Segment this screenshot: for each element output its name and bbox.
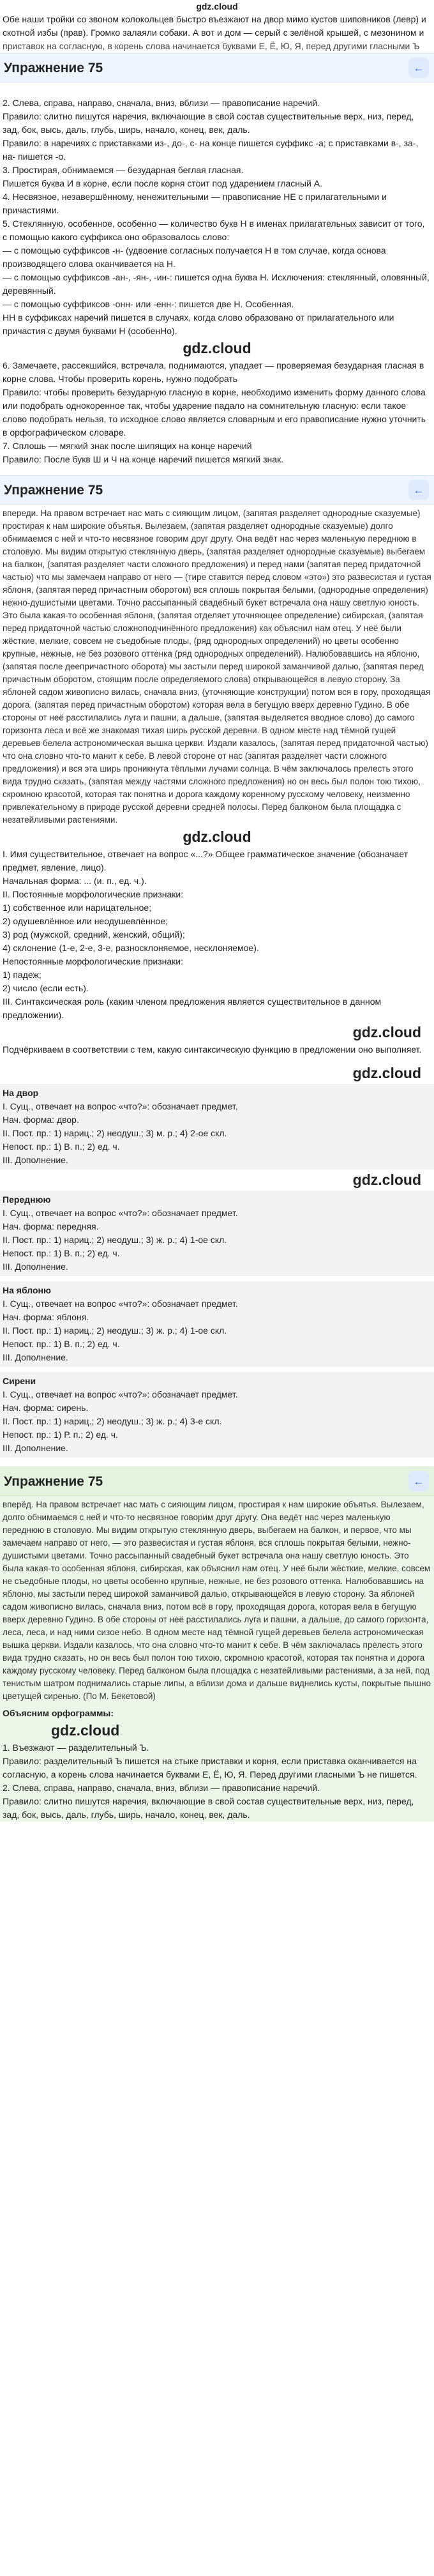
entry-0	[0, 1084, 434, 1170]
entry-head: На яблоню	[3, 1285, 51, 1295]
entry-line: I. Сущ., отвечает на вопрос «что?»: обозначает предмет.	[3, 1101, 238, 1111]
entry-1	[0, 1191, 434, 1276]
item-12: Правило: чтобы проверить безударную гласную в корне, необходимо изменить форму данного слова или подобрать однокоренное так, чтобы ударение падало на сомнительную гласную: если такое слово подобрать нельзя, то исходное слово является словарным и его правописание нужно уточнить в орфографическом словаре.	[3, 387, 426, 438]
exercise-title: Упражнение 75	[4, 60, 103, 75]
morph-line-5: 4) склонение (1-е, 2-е, 3-е, разносклоняемое, несклоняемое).	[3, 943, 259, 953]
entry-line: I. Сущ., отвечает на вопрос «что?»: обозначает предмет.	[3, 1299, 238, 1309]
entry-line: Нач. форма: двор.	[3, 1115, 79, 1125]
entry-line: III. Дополнение.	[3, 1443, 68, 1453]
block-2	[0, 475, 434, 1458]
morph-intro: I. Имя существительное, отвечает на вопрос «...?» Общее грамматическое значение (обозначает предмет, явление, лицо).	[3, 849, 408, 873]
explain-1: Правило: разделительный Ъ пишется на стыке приставки и корня, если приставка оканчивается на согласную, а корень слова начинается буквами Е, Ё, Ю, Я. Перед другими гласными Ъ не пишется.	[3, 1756, 417, 1780]
exercise-header	[0, 53, 434, 82]
morph-line-10: Подчёркиваем в соответствии с тем, какую синтаксическую функцию в предложении оно выполняет.	[3, 1044, 422, 1055]
item-11: 6. Замечаете, рассекшийся, встречала, поднимаются, упадает — проверяемая безударная гласная в корне слова. Чтобы проверить корень, нужно подобрать	[3, 360, 424, 384]
entry-line: Непост. пр.: 1) В. п.; 2) ед. ч.	[3, 1339, 120, 1349]
rule-line: приставок на согласную, в корень слова начинается буквами Е, Ё, Ю, Я, перед другими гласными Ъ	[3, 41, 420, 51]
item-13: 7. Сплошь — мягкий знак после шипящих на конце наречий	[3, 441, 252, 451]
back-button[interactable]	[408, 1471, 429, 1491]
morph-line-1: II. Постоянные морфологические признаки:	[3, 889, 184, 899]
top-watermark: gdz.cloud	[196, 1, 238, 11]
morph-line-9: III. Синтаксическая роль (каким членом предложения является существительное в данном предложении).	[3, 996, 382, 1020]
entry-head: Переднюю	[3, 1194, 51, 1205]
item-1: Правило: слитно пишутся наречия, включающие в свой состав существительные верх, низ, перед, зад, бок, высь, даль, глубь, ширь, начало, конец, век, даль.	[3, 111, 414, 135]
entry-line: I. Сущ., отвечает на вопрос «что?»: обозначает предмет.	[3, 1389, 238, 1399]
item-14: Правило: После букв Ш и Ч на конце наречий пишется мягкий знак.	[3, 454, 284, 464]
arrow-left-icon: ←	[413, 484, 424, 496]
explain-title: Объясним орфограммы:	[3, 1708, 114, 1718]
morph-line-0: Начальная форма: ... (и. п., ед. ч.).	[3, 876, 147, 886]
item-6: 5. Стеклянную, особенное, особенно — количество букв Н в именах прилагательных зависит от того, с помощью какого суффикса оно образовалось слово:	[3, 218, 425, 242]
watermark-mid: gdz.cloud	[352, 1024, 421, 1040]
morph-line-6: Непостоянные морфологические признаки:	[3, 956, 183, 966]
entry-line: Нач. форма: яблоня.	[3, 1312, 89, 1322]
item-0: 2. Слева, справа, направо, сначала, вниз, вблизи — правописание наречий.	[3, 98, 320, 108]
morph-line-3: 2) одушевлённое или неодушевлённое;	[3, 916, 168, 926]
entry-line: III. Дополнение.	[3, 1352, 68, 1362]
entry-line: II. Пост. пр.: 1) нариц.; 2) неодуш.; 3) ж. р.; 4) 3-е скл.	[3, 1416, 222, 1426]
morph-line-4: 3) род (мужской, средний, женский, общий);	[3, 929, 185, 940]
watermark-mid: gdz.cloud	[183, 828, 251, 845]
exercise-header	[0, 1467, 434, 1496]
entry-line: Нач. форма: передняя.	[3, 1221, 99, 1231]
entry-head: На двор	[3, 1088, 39, 1098]
exercise-paragraph: вперёд. На правом встречает нас мать с сияющим лицом, простирая к нам широкие объятья. Вылезаем, долго обнимаемся с ней и что-то несвязное говорим друг другу. Она ведёт нас через маленькую переднюю в столовую. Мы видим открытую стеклянную дверь, выбегаем на балкон, и первое, что мы замечаем направо от него, — это развесистая и густая яблоня, вся сплошь покрытая белыми, нежно-душистыми цветами. Точно рассыпанный свадебный букет встречала она нашу светлую юность. Это была какая-то особенная яблоня, сибирская, как объяснил нам отец. У неё были жёсткие, мелкие, совсем не съедобные плоды, но цветы особенно крупные, нежные, не без розового оттенка. Налюбовавшись на яблоню, мы застыли перед широкой заманчивой далью, открывающейся в левую сторону. За яблоней садом живописно вилась, сначала вниз, потом всё в гору, проходящая дорога, которая вела в бегущую вверх деревню Гудино. В обе стороны от неё расстилались луга и пашни, а дальше, до самого горизонта, леса, леса, и над ними сизое небо. В одном месте над тёмной гущей деревьев белела астрономическая вышка церкви. Издали казалось, что она словно что-то манит к себе. В чём заключалась прелесть этого вида трудно сказать, но он весь был полон тою тихою, скромною красотой, которая так понятна и дорога каждому русскому человеку. Перед балконом была площадка с незатейливыми растениями, а за ней, под тенистым шатром поднимались старые липы, а вблизи дома и дальше виднелись кусты, покрытые пышно цветущей сиренью. (По М. Бекетовой)	[3, 1500, 431, 1701]
block-1	[0, 13, 434, 466]
explain-2: 2. Слева, справа, направо, сначала, вниз, вблизи — правописание наречий.	[3, 1783, 320, 1793]
arrow-left-icon: ←	[413, 61, 424, 74]
explain-0: 1. Въезжают — разделительный Ъ.	[3, 1742, 149, 1753]
exercise-title: Упражнение 75	[4, 1474, 103, 1489]
entry-line: III. Дополнение.	[3, 1261, 68, 1272]
annotated-paragraph: впереди. На правом встречает нас мать с сияющим лицом, (запятая разделяет однородные сказуемые) простирая к нам широкие объятья. Вылезаем, (запятая разделяет однородные сказуемые) долго обнимаемся с ней и что-то несвязное говорим друг другу. Она ведёт нас через маленькую переднюю в столовую. Мы видим открытую стеклянную дверь, (запятая разделяет однородные сказуемые) выбегаем на балкон, (запятая разделяет части сложного предложения) и перед нами (запятая перед придаточной частью) что мы замечаем направо от него — (тире ставится перед словом «это») это развесистая и густая яблоня, (запятая перед причастным оборотом) вся сплошь покрытая белыми, (однородные определения) нежно-душистыми цветами. Точно рассыпанный свадебный букет встречала она нашу светлую юность. Это была какая-то особенная яблоня, (запятая отделяет уточняющее определение) сибирская, (запятая перед придаточной частью сложноподчинённого предложения) как объяснил нам отец. У неё были жёсткие, мелкие, совсем не съедобные плоды, (ряд однородных определений) но цветы особенно крупные, нежные, не без розового оттенка (ряд однородных определений). Налюбовавшись на яблоню, (запятая после деепричастного оборота) мы застыли перед широкой заманчивой далью, (запятая перед причастным оборотом, стоящим после определяемого слова) открывающейся в левую сторону. За яблоней садом живописно вилась, сначала вниз, (уточняющие конструкции) потом вся в гору, проходящая дорога, (запятая перед причастным оборотом) которая вела в бегущую вверх деревню Гудино. В обе стороны от неё расстилались луга и пашни, а дальше, (запятая выделяется вводное слово) до самого горизонта леса и всё же знакомая тихая ширь русской деревни. В одном месте над тёмной гущей деревьев белела астрономическая вышка церкви. Издали казалось, (запятая перед придаточной частью) что она словно что-то манит к себе. В левой стороне от нас (запятая разделяет части сложного предложения) и вся эта ширь проникнута тёплыми лучами солнца. В чём заключалось прелесть этого вида трудно сказать, (запятая между частями сложного предложения) но он весь был полон тою тихою, скромною красотой, которая так понятна и дорога каждому коренному русскому человеку, неизменно привлекательному в природе русской деревни средней полосы. Перед балконом была площадка с незатейливыми растениями.	[3, 508, 431, 825]
intro-text: Обе наши тройки со звоном колокольцев быстро въезжают на двор мимо кустов шиповников (левр) и скотной избы (прав). Громко залаяли собаки. А вот и дом — серый с зелёной крышей, с мезонином и	[3, 14, 426, 38]
exercise-header	[0, 475, 434, 505]
item-5: 4. Несвязное, незавершённому, ненежительными — правописание НЕ с прилагательными и причастиями.	[3, 192, 387, 215]
watermark-mid: gdz.cloud	[352, 1171, 421, 1188]
explain-3: Правило: слитно пишутся наречия, включающие в свой состав существительные верх, низ, перед, зад, бок, высь, даль, глубь, ширь, начало, конец, век, даль.	[3, 1796, 414, 1820]
entry-line: II. Пост. пр.: 1) нариц.; 2) неодуш.; 3) м. р.; 4) 2-ое скл.	[3, 1128, 227, 1138]
item-9: — с помощью суффиксов -онн- или -енн-: пишется две Н. Особенная.	[3, 299, 294, 309]
entry-line: Непост. пр.: 1) В. п.; 2) ед. ч.	[3, 1141, 120, 1152]
entry-line: Непост. пр.: 1) В. п.; 2) ед. ч.	[3, 1248, 120, 1258]
morph-line-7: 1) падеж;	[3, 970, 41, 980]
entry-line: III. Дополнение.	[3, 1155, 68, 1165]
entry-3	[0, 1372, 434, 1458]
item-3: 3. Простирая, обнимаемся — безударная беглая гласная.	[3, 165, 244, 175]
entry-line: Нач. форма: сирень.	[3, 1403, 89, 1413]
morph-line-2: 1) собственное или нарицательное;	[3, 903, 152, 913]
entry-line: II. Пост. пр.: 1) нариц.; 2) неодуш.; 3) ж. р.; 4) 1-ое скл.	[3, 1325, 227, 1336]
entry-line: Непост. пр.: 1) Р. п.; 2) ед. ч.	[3, 1429, 118, 1440]
watermark-mid: gdz.cloud	[183, 340, 251, 356]
arrow-left-icon: ←	[413, 1475, 424, 1488]
morph-line-8: 2) число (если есть).	[3, 983, 89, 993]
entry-2	[0, 1281, 434, 1367]
watermark-mid: gdz.cloud	[51, 1722, 120, 1739]
item-4: Пишется буква И в корне, если после корня стоит под ударением гласный А.	[3, 178, 322, 188]
entry-line: I. Сущ., отвечает на вопрос «что?»: обозначает предмет.	[3, 1208, 238, 1218]
item-2: Правило: в наречиях с приставками из-, до-, с- на конце пишется суффикс -а; с приставками в-, за-, на- пишется -о.	[3, 138, 419, 162]
block-3	[0, 1467, 434, 1822]
back-button[interactable]	[408, 480, 429, 500]
entry-line: II. Пост. пр.: 1) нариц.; 2) неодуш.; 3) ж. р.; 4) 1-ое скл.	[3, 1235, 227, 1245]
item-8: — с помощью суффиксов -ан-, -ян-, -ин-: пишется одна буква Н. Исключения: стеклянный, оловянный, деревянный.	[3, 272, 430, 296]
watermark-mid: gdz.cloud	[352, 1065, 421, 1081]
item-10: НН в суффиксах наречий пишется в случаях, когда слово образовано от прилагательного или причастия с двумя буквами Н (особенНо).	[3, 312, 394, 336]
exercise-title: Упражнение 75	[4, 482, 103, 498]
entry-head: Сирени	[3, 1376, 36, 1386]
item-7: — с помощью суффиксов -н- (удвоение согласных получается Н в том случае, когда основа производящего слова оканчивается на Н.	[3, 245, 386, 269]
back-button[interactable]	[408, 57, 429, 78]
